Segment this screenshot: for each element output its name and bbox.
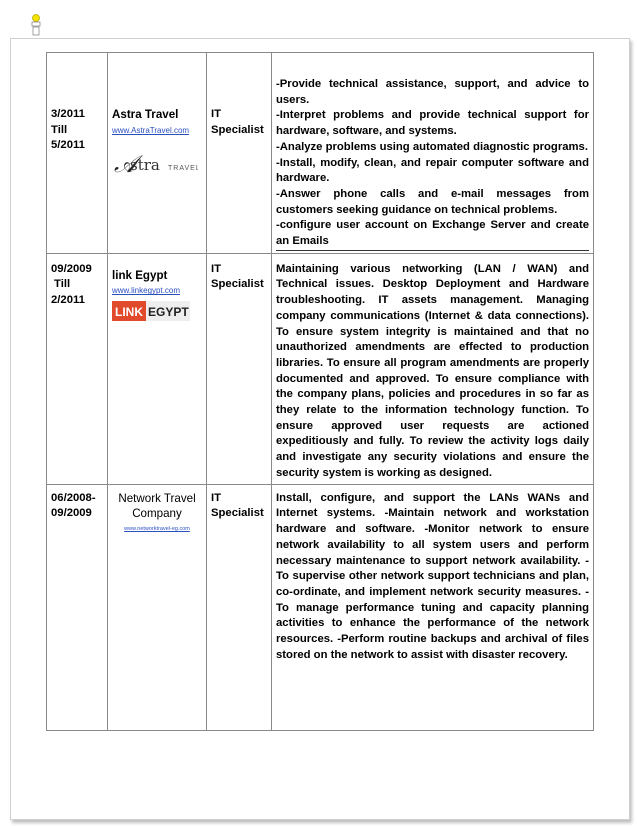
company-name: Astra Travel [112,108,179,121]
role-line-1: IT [211,262,222,275]
role-line-2: Specialist [211,507,264,520]
table-row [47,253,594,484]
date-end: 2/2011 [51,294,85,307]
date-end: 5/2011 [51,139,85,152]
date-start: 06/2008- [51,491,96,504]
desc-text: Install, configure, and support the LANs WANs and Internet systems. -Maintain network and workstation hardware and software. -Monitor network to ensure network availability to all system users and perform necessary maintenance to support network availability. -To supervise other network support technicians and plan, co-ordinate, and implement network security measures. -To manage performance tuning and capacity planning activities to enhance the performance of the network resources. -Perform routine backups and archival of files stored on the network to assist with disaster recovery. [276,491,589,661]
company-cell [108,253,207,484]
svg-text:𝒜: 𝒜 [114,150,137,179]
experience-table [46,52,594,731]
company-name: link Egypt [112,268,168,282]
svg-text:EGYPT: EGYPT [148,305,189,320]
desc-line: -Install, modify, clean, and repair computer software and hardware. [276,156,589,185]
role-line-1: IT [211,491,222,504]
desc-text: Maintaining various networking (LAN / WAN) and Technical issues. Desktop Deployment and Hardware troubleshooting. IT assets management. Managing company communications (Internet & data connections). To ensure system integrity is maintained and that no unauthorized amendments are effected to production libraries. To ensure all program amendments are properly documented and approved. To ensure compliance with the company plans, policies and procedures in so far as they relate to the information technology function. To ensure approved user requests are actioned expeditiously and fully. To review the activity logs daily and investigate any security violations and ensure the security system is working as designed. [276,262,589,479]
role-cell [207,253,272,484]
astra-travel-logo [112,146,198,180]
date-till: Till [51,123,68,136]
company-name-line-2: Company [132,507,182,521]
company-cell [108,53,207,254]
role-cell [207,53,272,254]
company-link[interactable]: www.networktravel-eg.com [124,526,190,533]
date-start: 3/2011 [51,108,85,120]
desc-line: -configure user account on Exchange Server and create an Emails [276,218,589,250]
table-row [47,484,594,730]
desc-line: -Provide technical assistance, support, and advice to users. [276,78,589,106]
date-cell [47,253,108,484]
date-till: Till [54,278,71,291]
description-cell [272,484,594,730]
date-start: 09/2009 [51,262,92,275]
description-cell [272,253,594,484]
role-line-2: Specialist [211,278,264,291]
date-end: 09/2009 [51,507,92,520]
company-name-line-1: Network Travel [118,491,196,505]
company-cell [108,484,207,730]
table-row [47,53,594,254]
desc-line: -Analyze problems using automated diagnostic programs. [276,140,588,153]
date-cell [47,484,108,730]
company-link[interactable]: www.AstraTravel.com [112,125,190,135]
desc-line: -Answer phone calls and e-mail messages from customers seeking guidance on technical problems. [276,187,589,216]
company-link[interactable]: www.linkegypt.com [112,286,181,296]
link-egypt-logo [112,301,190,321]
page-corner-icon [20,12,50,38]
role-line-1: IT [211,108,222,120]
description-cell [272,53,594,254]
svg-text:stra: stra [130,156,160,175]
date-cell [47,53,108,254]
svg-text:TRAVEL: TRAVEL [168,165,198,173]
role-cell [207,484,272,730]
svg-text:LINK: LINK [115,305,143,320]
role-line-2: Specialist [211,123,264,136]
desc-line: -Interpret problems and provide technical support for hardware, software, and systems. [276,109,589,138]
